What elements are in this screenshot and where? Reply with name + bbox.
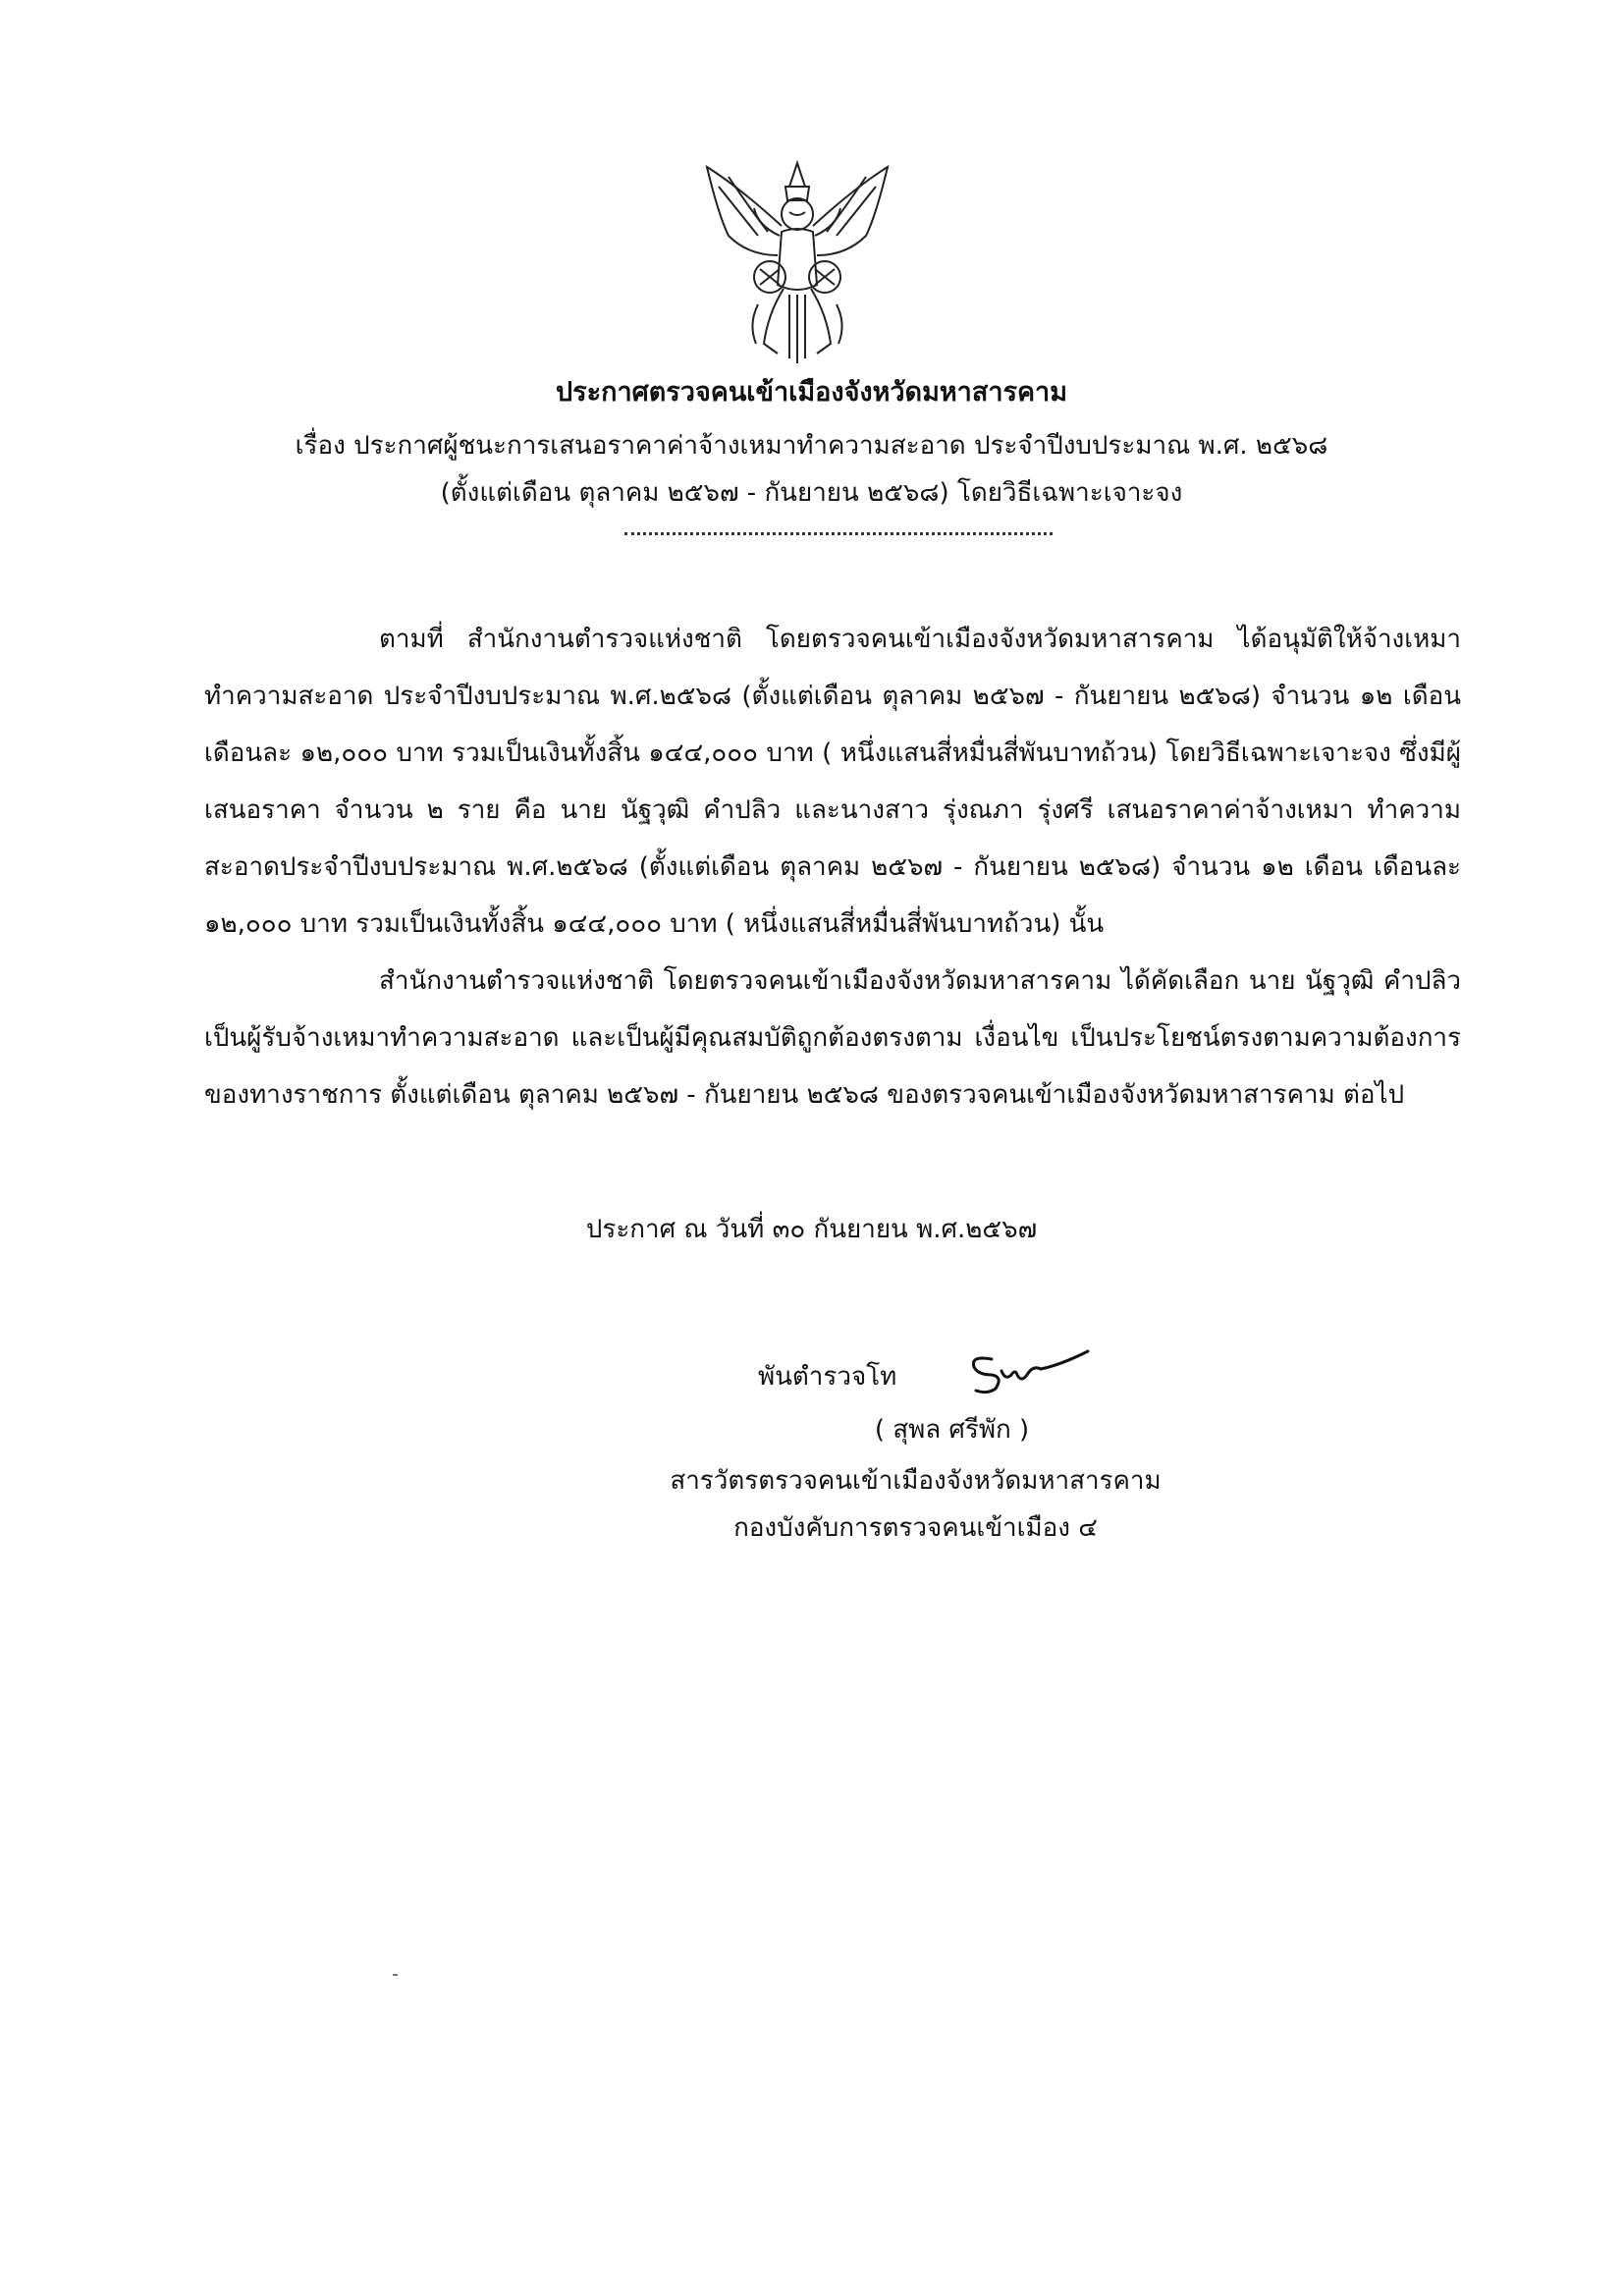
document-body [204,611,1461,1123]
signer-rank: พันตำรวจโท [758,1362,897,1392]
announcement-date: ประกาศ ณ วันที่ ๓๐ กันยายน พ.ศ.๒๕๖๗ [585,1215,1038,1244]
garuda-emblem-icon [699,157,895,368]
subject-line-1: เรื่อง ประกาศผู้ชนะการเสนอราคาค่าจ้างเหมาทำความสะอาด ประจำปีงบประมาณ พ.ศ. ๒๕๖๘ [295,431,1328,461]
signer-unit: กองบังคับการตรวจคนเข้าเมือง ๔ [733,1513,1098,1543]
dotted-divider [624,526,1053,535]
subject-line-2: (ตั้งแต่เดือน ตุลาคม ๒๕๖๗ - กันยายน ๒๕๖๘) โดยวิธีเฉพาะเจาะจง [440,478,1183,508]
body-paragraph-2: สำนักงานตำรวจแห่งชาติ โดยตรวจคนเข้าเมืองจังหวัดมหาสารคาม ได้คัดเลือก นาย นัฐวุฒิ คำปลิว เป็นผู้รับจ้างเหมาทำความสะอาด และเป็นผู้มีคุณสมบัติถูกต้องตรงตาม เงื่อนไข เป็นประโยชน์ตรงตามความต้องการของทางราชการ ตั้งแต่เดือน ตุลาคม ๒๕๖๗ - กันยายน ๒๕๖๘ ของตรวจคนเข้าเมืองจังหวัดมหาสารคาม ต่อไป [204,966,1461,1110]
signer-position: สารวัตรตรวจคนเข้าเมืองจังหวัดมหาสารคาม [670,1466,1162,1496]
document-title: ประกาศตรวจคนเข้าเมืองจังหวัดมหาสารคาม [555,377,1067,408]
scan-speck [393,1974,398,1976]
body-paragraph-1: ตามที่ สำนักงานตำรวจแห่งชาติ โดยตรวจคนเข้าเมืองจังหวัดมหาสารคาม ได้อนุมัติให้จ้างเหมาทำความสะอาด ประจำปีงบประมาณ พ.ศ.๒๕๖๘ (ตั้งแต่เดือน ตุลาคม ๒๕๖๗ - กันยายน ๒๕๖๘) จำนวน ๑๒ เดือน เดือนละ ๑๒,๐๐๐ บาท รวมเป็นเงินทั้งสิ้น ๑๔๔,๐๐๐ บาท ( หนึ่งแสนสี่หมื่นสี่พันบาทถ้วน) โดยวิธีเฉพาะเจาะจง ซึ่งมีผู้เสนอราคา จำนวน ๒ ราย คือ นาย นัฐวุฒิ คำปลิว และนางสาว รุ่งณภา รุ่งศรี เสนอราคาค่าจ้างเหมา ทำความสะอาดประจำปีงบประมาณ พ.ศ.๒๕๖๘ (ตั้งแต่เดือน ตุลาคม ๒๕๖๗ - กันยายน ๒๕๖๘) จำนวน ๑๒ เดือน เดือนละ ๑๒,๐๐๐ บาท รวมเป็นเงินทั้งสิ้น ๑๔๔,๐๐๐ บาท ( หนึ่งแสนสี่หมื่นสี่พันบาทถ้วน) นั้น [204,625,1461,939]
document-subject [0,422,1623,517]
signer-name: ( สุพล ศรีพัก ) [874,1415,1030,1445]
handwritten-signature-icon [962,1345,1100,1399]
